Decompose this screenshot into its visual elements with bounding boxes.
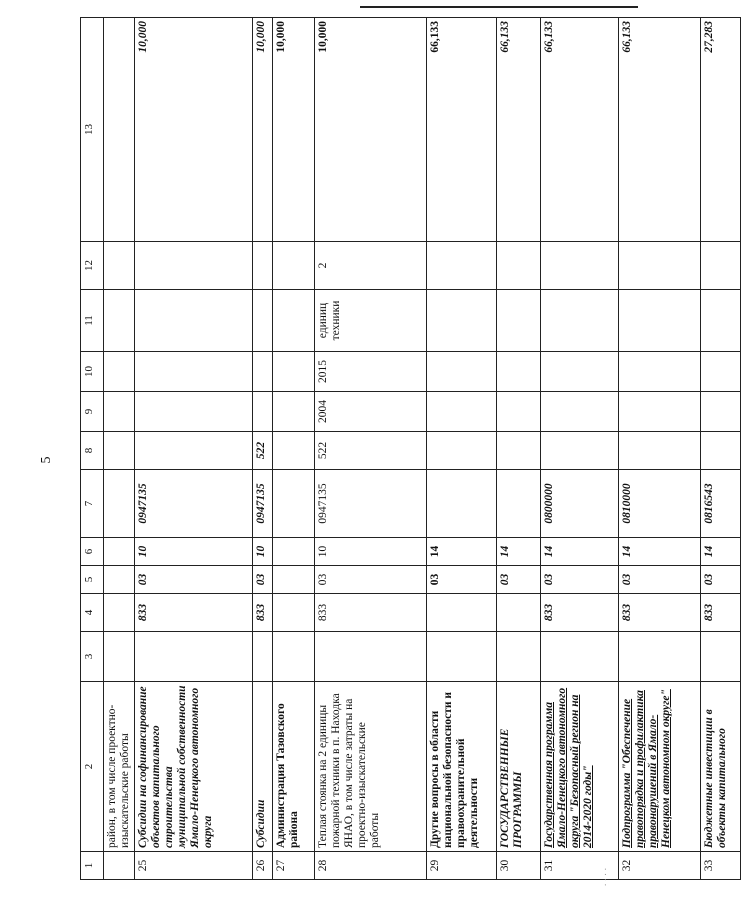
table-cell — [701, 432, 741, 470]
col-header: 7 — [81, 470, 104, 538]
table-cell: 03 — [497, 566, 541, 594]
table-cell — [497, 594, 541, 632]
table-row — [273, 18, 315, 880]
table-row — [427, 18, 497, 880]
table-cell — [273, 290, 315, 352]
table-cell: 03 — [427, 566, 497, 594]
table-cell — [497, 392, 541, 432]
table-cell — [619, 432, 701, 470]
table-cell — [104, 594, 135, 632]
table-cell — [701, 352, 741, 392]
table-cell — [273, 470, 315, 538]
row-amount: 66,133 — [497, 18, 541, 242]
table-cell: 2004 — [315, 392, 427, 432]
table-cell — [273, 538, 315, 566]
table-cell — [135, 242, 253, 290]
table-cell: 03 — [315, 566, 427, 594]
table-cell — [273, 594, 315, 632]
row-amount: 66,133 — [619, 18, 701, 242]
table-cell — [497, 632, 541, 682]
table-cell: 32 — [619, 852, 701, 880]
table-cell: 0947135 — [253, 470, 273, 538]
table-cell — [273, 242, 315, 290]
row-description: район, в том числе проектно-изыскательские работы — [104, 682, 135, 852]
table-cell — [253, 290, 273, 352]
budget-table — [80, 17, 741, 880]
table-cell — [619, 242, 701, 290]
row-amount — [104, 18, 135, 242]
table-cell — [427, 352, 497, 392]
table-cell — [104, 290, 135, 352]
table-cell — [104, 242, 135, 290]
row-description: Субсидии — [253, 682, 273, 852]
table-cell — [253, 352, 273, 392]
row-amount: 66,133 — [541, 18, 619, 242]
table-cell — [315, 632, 427, 682]
table-cell — [541, 290, 619, 352]
row-description: Администрация Тазовского района — [273, 682, 315, 852]
table-cell — [104, 392, 135, 432]
table-cell: единиц техники — [315, 290, 427, 352]
table-cell — [135, 290, 253, 352]
table-cell — [497, 352, 541, 392]
table-cell: 0947135 — [315, 470, 427, 538]
table-cell — [541, 432, 619, 470]
table-cell: 522 — [253, 432, 273, 470]
row-amount: 27,283 — [701, 18, 741, 242]
table-cell — [104, 566, 135, 594]
rotated-table-area — [80, 18, 728, 880]
table-cell — [273, 392, 315, 432]
table-cell: 14 — [541, 538, 619, 566]
table-cell — [497, 242, 541, 290]
table-cell: 833 — [315, 594, 427, 632]
table-cell — [104, 470, 135, 538]
table-cell — [497, 290, 541, 352]
table-cell — [427, 594, 497, 632]
table-row — [541, 18, 619, 880]
table-cell — [427, 432, 497, 470]
table-cell: 30 — [497, 852, 541, 880]
table-cell: 10 — [315, 538, 427, 566]
col-header: 1 — [81, 852, 104, 880]
scan-marks: · · · · — [600, 867, 611, 887]
table-cell: 10 — [135, 538, 253, 566]
table-cell — [135, 632, 253, 682]
table-row — [315, 18, 427, 880]
table-cell: 833 — [135, 594, 253, 632]
col-header: 3 — [81, 632, 104, 682]
row-amount: 10,000 — [253, 18, 273, 242]
table-cell — [135, 352, 253, 392]
row-description: Теплая стоянка на 2 единицы пожарной техники в п. Находка ЯНАО, в том числе затраты на проектно-изыскательские работы — [315, 682, 427, 852]
row-description: Субсидии на софинансирование объектов капитального строительства муниципальной собственности Ямало-Ненецкого автономного округа — [135, 682, 253, 852]
table-cell — [701, 632, 741, 682]
table-cell: 0947135 — [135, 470, 253, 538]
table-cell — [541, 392, 619, 432]
table-cell — [701, 392, 741, 432]
col-header: 9 — [81, 392, 104, 432]
table-cell — [619, 632, 701, 682]
table-cell — [427, 470, 497, 538]
table-cell — [135, 392, 253, 432]
table-cell — [619, 392, 701, 432]
col-header: 2 — [81, 682, 104, 852]
row-amount: 10,000 — [273, 18, 315, 242]
table-cell: 522 — [315, 432, 427, 470]
table-cell: 33 — [701, 852, 741, 880]
table-cell: 03 — [619, 566, 701, 594]
table-cell — [541, 242, 619, 290]
table-cell: 833 — [541, 594, 619, 632]
table-cell: 31 — [541, 852, 619, 880]
table-cell — [253, 242, 273, 290]
table-cell — [104, 432, 135, 470]
table-cell — [273, 432, 315, 470]
table-cell — [273, 632, 315, 682]
table-cell — [104, 632, 135, 682]
table-cell: 833 — [619, 594, 701, 632]
table-cell — [104, 352, 135, 392]
table-cell: 03 — [135, 566, 253, 594]
table-row — [497, 18, 541, 880]
col-header: 5 — [81, 566, 104, 594]
table-cell: 29 — [427, 852, 497, 880]
table-cell — [497, 432, 541, 470]
table-cell — [427, 242, 497, 290]
table-cell: 03 — [541, 566, 619, 594]
col-header: 10 — [81, 352, 104, 392]
table-cell: 28 — [315, 852, 427, 880]
table-cell — [497, 470, 541, 538]
table-cell: 2015 — [315, 352, 427, 392]
row-amount: 10,000 — [135, 18, 253, 242]
col-header: 13 — [81, 18, 104, 242]
row-amount: 66,133 — [427, 18, 497, 242]
table-row — [619, 18, 701, 880]
col-header: 11 — [81, 290, 104, 352]
table-cell — [273, 566, 315, 594]
row-description: Государственная программа Ямало-Ненецкого автономного округа "Безопасный регион на 2014-2020 годы" — [541, 682, 619, 852]
table-cell: 2 — [315, 242, 427, 290]
row-description: ГОСУДАРСТВЕННЫЕ ПРОГРАММЫ — [497, 682, 541, 852]
table-cell — [701, 290, 741, 352]
col-header: 6 — [81, 538, 104, 566]
row-description: Другие вопросы в области национальной безопасности и правоохранительной деятельности — [427, 682, 497, 852]
table-cell: 14 — [701, 538, 741, 566]
table-cell — [541, 632, 619, 682]
table-cell — [253, 392, 273, 432]
page-number: 5 — [39, 456, 54, 464]
table-body — [104, 18, 741, 880]
table-cell: 0810000 — [619, 470, 701, 538]
table-cell — [701, 242, 741, 290]
table-row — [701, 18, 741, 880]
table-cell — [104, 852, 135, 880]
table-cell — [253, 632, 273, 682]
col-header: 12 — [81, 242, 104, 290]
table-cell: 833 — [701, 594, 741, 632]
table-cell: 25 — [135, 852, 253, 880]
row-description: Бюджетные инвестиции в объекты капитального — [701, 682, 741, 852]
table-cell: 27 — [273, 852, 315, 880]
table-cell: 03 — [253, 566, 273, 594]
table-cell — [427, 290, 497, 352]
table-row — [253, 18, 273, 880]
table-cell: 833 — [253, 594, 273, 632]
table-cell — [619, 352, 701, 392]
table-cell — [541, 352, 619, 392]
table-row — [104, 18, 135, 880]
table-cell: 0800000 — [541, 470, 619, 538]
table-cell: 0816543 — [701, 470, 741, 538]
table-cell — [273, 352, 315, 392]
header-row — [81, 18, 104, 880]
table-cell — [427, 392, 497, 432]
table-cell — [619, 290, 701, 352]
top-rule — [360, 6, 638, 8]
table-cell — [104, 538, 135, 566]
table-cell: 14 — [427, 538, 497, 566]
col-header: 8 — [81, 432, 104, 470]
row-description: Подпрограмма "Обеспечение правопорядка и профилактика правонарушений в Ямало-Ненецком автономном округе" — [619, 682, 701, 852]
table-cell: 26 — [253, 852, 273, 880]
table-container — [80, 18, 728, 880]
table-cell: 03 — [701, 566, 741, 594]
table-cell — [427, 632, 497, 682]
table-cell: 14 — [619, 538, 701, 566]
table-cell: 10 — [253, 538, 273, 566]
table-row — [135, 18, 253, 880]
row-amount: 10,000 — [315, 18, 427, 242]
col-header: 4 — [81, 594, 104, 632]
table-cell — [135, 432, 253, 470]
table-cell: 14 — [497, 538, 541, 566]
